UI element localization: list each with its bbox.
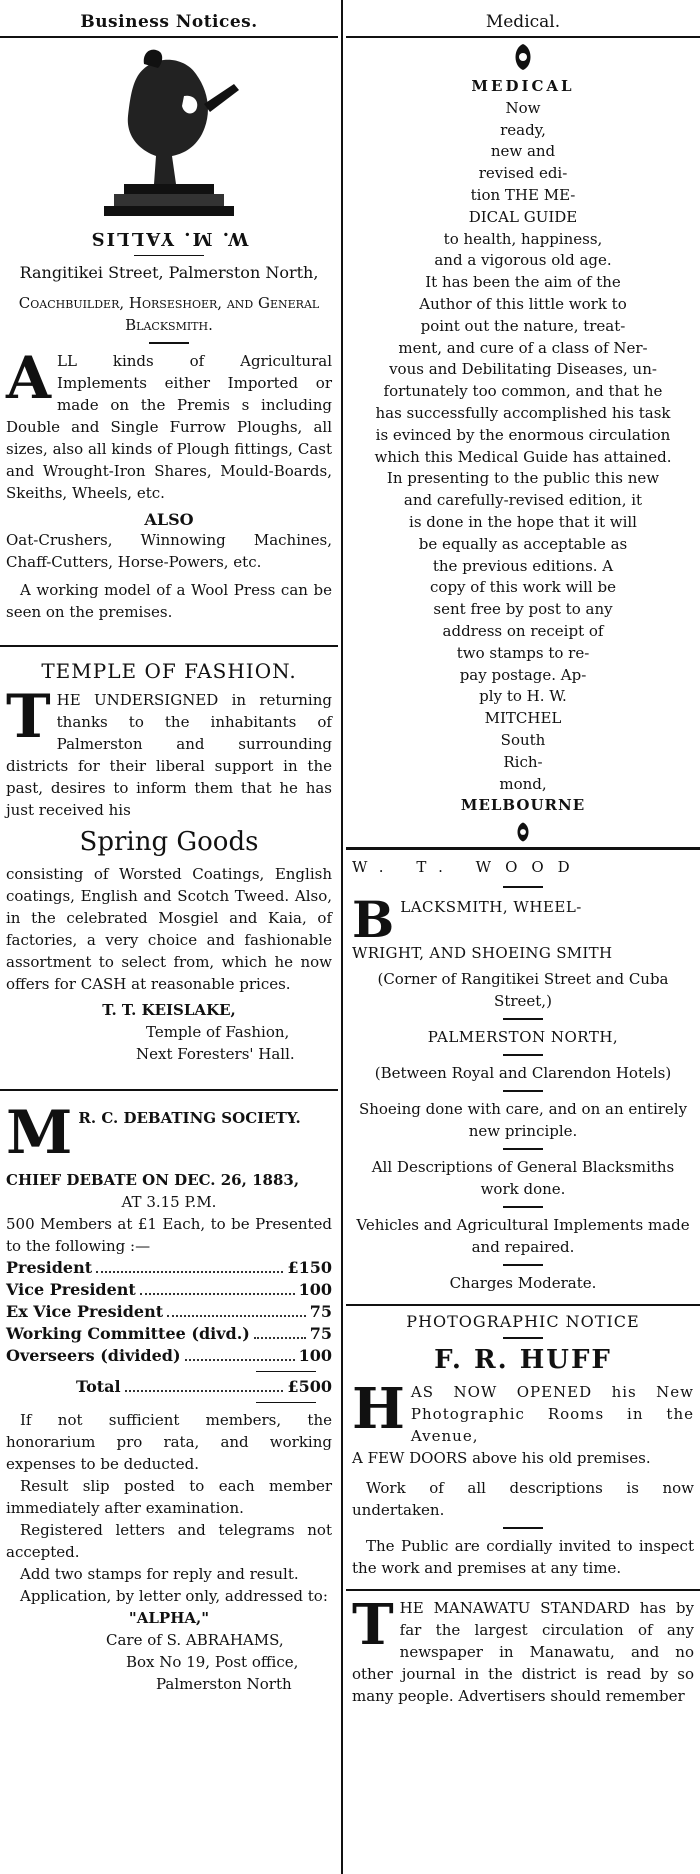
debating-sig-2: Care of S. ABRAHAMS, bbox=[106, 1631, 284, 1649]
divider bbox=[503, 1527, 543, 1529]
wood-name: W. T. WOOD bbox=[352, 858, 584, 877]
dropcap-t: T bbox=[352, 1592, 394, 1659]
total-rule bbox=[256, 1402, 316, 1403]
medical-line: It has been the aim of the bbox=[425, 273, 621, 292]
section-rule bbox=[0, 1089, 338, 1091]
temple-body-text: HE UNDERSIGNED in returning thanks to the inhabitants of Palmerston and surrounding districts for their liberal support in the past, desires to inform them that he has just received his bbox=[6, 691, 332, 819]
wood-corner: (Corner of Rangitikei Street and Cuba Street,) bbox=[377, 970, 669, 1011]
prize-label: Overseers (divided) bbox=[6, 1346, 181, 1365]
prize-label: Ex Vice President bbox=[6, 1302, 164, 1321]
wood-line-1: LACKSMITH, WHEEL- bbox=[400, 898, 582, 917]
scroll-ornament-icon bbox=[503, 42, 543, 72]
divider bbox=[503, 886, 543, 888]
photo-few-doors: A FEW DOORS above his old premises. bbox=[352, 1449, 651, 1468]
medical-line: MEDICAL bbox=[471, 77, 575, 95]
debating-date: CHIEF DEBATE ON DEC. 26, 1883, bbox=[6, 1171, 300, 1189]
wood-heading bbox=[352, 890, 694, 964]
medical-line: Now bbox=[505, 98, 541, 117]
total-amount: £500 bbox=[287, 1377, 332, 1396]
blacksmith-address: Rangitikei Street, Palmerston North, bbox=[19, 263, 319, 282]
photo-body bbox=[352, 1376, 694, 1447]
wood-vehicles: Vehicles and Agricultural Implements made and repaired. bbox=[356, 1216, 690, 1257]
spring-goods: Spring Goods bbox=[79, 827, 259, 857]
divider bbox=[503, 1054, 543, 1056]
medical-guide-ad bbox=[346, 76, 700, 817]
debating-title: R. C. DEBATING SOCIETY. bbox=[78, 1109, 301, 1127]
medical-line: South bbox=[500, 730, 546, 749]
medical-line: revised edi- bbox=[478, 164, 568, 183]
section-rule bbox=[346, 847, 700, 850]
prize-amount: 75 bbox=[309, 1324, 332, 1343]
prize-amount: 75 bbox=[309, 1302, 332, 1321]
photo-title: PHOTOGRAPHIC NOTICE bbox=[406, 1312, 640, 1332]
divider bbox=[503, 1148, 543, 1150]
prize-row bbox=[6, 1345, 332, 1367]
medical-line: and a vigorous old age. bbox=[434, 251, 612, 270]
blacksmith-body-text: LL kinds of Agricultural Implements either Imported or made on the Premis s including Double and Single Furrow Ploughs, all sizes, also all kinds of Plough fittings, Cast and Wrought-Iron Shares, Mould-Boards, Skeiths, Wheels, etc. bbox=[6, 352, 332, 502]
medical-line: Author of this little work to bbox=[419, 294, 627, 313]
dropcap-a: A bbox=[6, 344, 52, 412]
prize-total-row bbox=[6, 1376, 332, 1398]
medical-line: vous and Debilitating Diseases, un- bbox=[389, 360, 657, 379]
medical-line: point out the nature, treat- bbox=[420, 316, 626, 335]
temple-title: TEMPLE OF FASHION. bbox=[41, 659, 297, 683]
photo-body-text: AS NOW OPENED his New Photographic Rooms in the Avenue, bbox=[410, 1383, 694, 1446]
debating-header bbox=[6, 1098, 332, 1168]
debating-note-3: Registered letters and telegrams not accepted. bbox=[6, 1521, 332, 1561]
temple-sig-2: Temple of Fashion, bbox=[146, 1023, 290, 1041]
medical-line: MELBOURNE bbox=[460, 796, 586, 815]
wood-between: (Between Royal and Clarendon Hotels) bbox=[374, 1064, 672, 1083]
total-rule bbox=[256, 1371, 316, 1372]
debating-intro: 500 Members at £1 Each, to be Presented to the following :— bbox=[6, 1215, 332, 1255]
debating-note-4: Add two stamps for reply and result. bbox=[20, 1565, 299, 1583]
temple-sig-3: Next Foresters' Hall. bbox=[136, 1045, 295, 1063]
debating-sig-4: Palmerston North bbox=[156, 1675, 292, 1693]
debating-note-1: If not sufficient members, the honorarium pro rata, and working expenses to be deducted. bbox=[6, 1411, 332, 1473]
photo-work: Work of all descriptions is now undertaken. bbox=[352, 1479, 694, 1520]
medical-line: has successfully accomplished his task bbox=[375, 403, 671, 422]
debating-time: AT 3.15 P.M. bbox=[121, 1193, 217, 1211]
medical-line: In presenting to the public this new bbox=[386, 469, 660, 488]
prize-list bbox=[6, 1257, 332, 1403]
medical-line: fortunately too common, and that he bbox=[383, 382, 663, 401]
medical-header: Medical. bbox=[346, 0, 700, 38]
total-label: Total bbox=[76, 1377, 121, 1396]
medical-line: is done in the hope that it will bbox=[409, 512, 637, 531]
wood-blacksmith-ad bbox=[346, 858, 700, 1294]
section-rule bbox=[346, 1589, 700, 1591]
divider bbox=[503, 1264, 543, 1266]
divider bbox=[149, 342, 189, 344]
medical-line: mond, bbox=[499, 774, 547, 793]
divider bbox=[503, 1337, 543, 1339]
prize-amount: £150 bbox=[287, 1258, 332, 1277]
dropcap-b: B bbox=[352, 890, 395, 950]
temple-body bbox=[6, 682, 332, 821]
blacksmith-trade: Coachbuilder, Horseshoer, and General Blacksmith. bbox=[18, 294, 320, 334]
dropcap-m: M bbox=[6, 1098, 73, 1168]
prize-label: President bbox=[6, 1258, 93, 1277]
medical-line: new and bbox=[490, 142, 556, 161]
medical-line: be equally as acceptable as bbox=[418, 534, 628, 553]
also-heading: ALSO bbox=[144, 510, 194, 529]
photo-public: The Public are cordially invited to inspect the work and premises at any time. bbox=[352, 1537, 694, 1578]
medical-line: two stamps to re- bbox=[456, 643, 590, 662]
standard-body-text: HE MANAWATU STANDARD has by far the largest circulation of any newspaper in Manawatu, and no other journal in the district is read by so many people. Advertisers should remember bbox=[352, 1599, 694, 1706]
medical-line: ply to H. W. bbox=[479, 687, 567, 706]
wood-line-2: WRIGHT, AND SHOEING SMITH bbox=[352, 944, 613, 963]
wool-press-note: A working model of a Wool Press can be seen on the premises. bbox=[6, 581, 332, 621]
debating-note-5: Application, by letter only, addressed to: bbox=[20, 1587, 328, 1605]
photographic-notice-ad bbox=[346, 1312, 700, 1579]
prize-row bbox=[6, 1301, 332, 1323]
medical-line: ready, bbox=[500, 120, 546, 139]
medical-line: Rich- bbox=[503, 752, 543, 771]
debating-sig-1: "ALPHA," bbox=[128, 1609, 210, 1627]
dropcap-t: T bbox=[6, 682, 51, 752]
wood-shoeing: Shoeing done with care, and on an entirely new principle. bbox=[358, 1100, 688, 1141]
medical-line: which this Medical Guide has attained. bbox=[374, 447, 672, 466]
prize-row bbox=[6, 1257, 332, 1279]
wood-town: PALMERSTON NORTH, bbox=[427, 1028, 619, 1047]
debating-society-ad bbox=[0, 1098, 338, 1695]
wood-charges: Charges Moderate. bbox=[449, 1274, 597, 1293]
medical-column bbox=[346, 0, 700, 1707]
debating-note-2: Result slip posted to each member immediately after examination. bbox=[6, 1477, 332, 1517]
photo-name: F. R. HUFF bbox=[434, 1345, 612, 1376]
medical-line: the previous editions. A bbox=[432, 556, 614, 575]
section-rule bbox=[0, 645, 338, 647]
medical-line: DICAL GUIDE bbox=[468, 207, 578, 226]
medical-line: copy of this work will be bbox=[430, 578, 616, 597]
manawatu-standard-ad bbox=[346, 1592, 700, 1707]
also-items: Oat-Crushers, Winnowing Machines, Chaff-Cutters, Horse-Powers, etc. bbox=[6, 531, 332, 571]
blacksmith-name-mirrored: W. M. YALLIS bbox=[89, 228, 249, 249]
medical-line: sent free by post to any bbox=[433, 600, 613, 619]
prize-label: Working Committee (divd.) bbox=[6, 1324, 250, 1343]
wood-descriptions: All Descriptions of General Blacksmiths work done. bbox=[371, 1158, 675, 1199]
business-notices-column bbox=[0, 0, 338, 1695]
section-rule bbox=[346, 1304, 700, 1306]
business-notices-header: Business Notices. bbox=[0, 0, 338, 38]
prize-row bbox=[6, 1279, 332, 1301]
scroll-ornament-icon bbox=[503, 821, 543, 843]
debating-sig-3: Box No 19, Post office, bbox=[126, 1653, 299, 1671]
divider bbox=[503, 1018, 543, 1020]
blacksmith-horse-icon bbox=[84, 44, 254, 224]
medical-line: tion THE ME- bbox=[470, 185, 576, 204]
blacksmith-body bbox=[6, 344, 332, 504]
dropcap-h: H bbox=[352, 1376, 405, 1443]
medical-line: ment, and cure of a class of Ner- bbox=[398, 338, 648, 357]
prize-label: Vice President bbox=[6, 1280, 136, 1299]
column-divider bbox=[341, 0, 343, 1874]
divider bbox=[503, 1090, 543, 1092]
temple-sig-1: T. T. KEISLAKE, bbox=[102, 1001, 236, 1019]
medical-line: pay postage. Ap- bbox=[459, 665, 587, 684]
prize-amount: 100 bbox=[298, 1346, 332, 1365]
medical-line: MITCHEL bbox=[484, 709, 562, 728]
medical-line: address on receipt of bbox=[442, 621, 604, 640]
medical-line: to health, happiness, bbox=[443, 229, 603, 248]
prize-amount: 100 bbox=[298, 1280, 332, 1299]
medical-line: is evinced by the enormous circulation bbox=[375, 425, 671, 444]
medical-line: and carefully-revised edition, it bbox=[403, 491, 643, 510]
temple-body-2: consisting of Worsted Coatings, English coatings, English and Scotch Tweed. Also, in the celebrated Mosgiel and Kaia, of factories, a very choice and fashionable assortment to select from, which he now offers for CASH at reasonable prices. bbox=[6, 865, 332, 993]
prize-row bbox=[6, 1323, 332, 1345]
temple-of-fashion-ad bbox=[0, 659, 338, 1065]
rule bbox=[134, 255, 204, 256]
divider bbox=[503, 1206, 543, 1208]
